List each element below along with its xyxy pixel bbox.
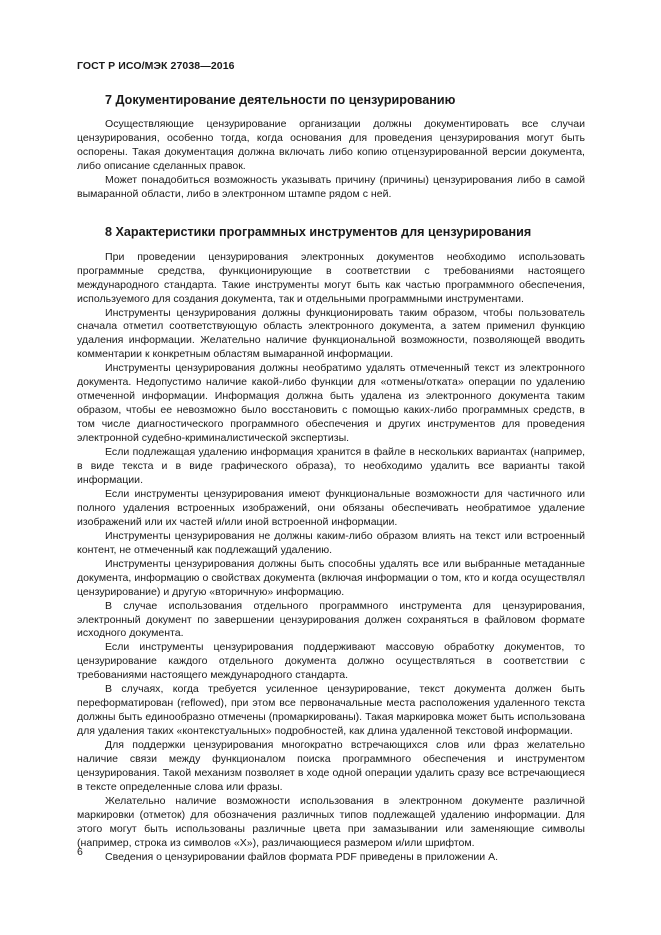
- paragraph: Для поддержки цензурирования многократно встречающихся слов или фраз желательно наличие связи между функционалом поиска программного обеспечения и инструментом цензурирования. Такой механизм позволяет в ходе одной операции удалить сразу все встречающиеся в тексте определенные слова или фразы.: [77, 739, 585, 793]
- paragraph: Может понадобиться возможность указывать причину (причины) цензурирования либо в самой вымаранной области, либо в электронном штампе рядом с ней.: [77, 173, 585, 200]
- paragraph: В случаях, когда требуется усиленное цензурирование, текст документа должен быть переформатирован (reflowed), при этом все первоначальные места расположения удаленного текста должны быть единообразно отмечены (промаркированы). Такая маркировка может быть использована для удаления таких «контекстуальных» подробностей, как длина удаленной текстовой информации.: [77, 683, 585, 738]
- paragraph: Инструменты цензурирования должны необратимо удалять отмеченный текст из электронного документа. Недопустимо наличие какой-либо функции для «отмены/отката» операции по удалению отмеченной информации. Информация должна быть удалена из электронного документа таким образом, чтобы ее невозможно было восстановить с помощью каких-либо программных средств, в том числе диагностического программного обеспечения и других инструментов для проведения электронной судебно-криминалистической экспертизы.: [77, 362, 585, 445]
- paragraph: Если подлежащая удалению информация хранится в файле в нескольких вариантах (например, в виде текста и в виде графического образа), то необходимо удалить все варианты такой информации.: [77, 446, 585, 486]
- page-number: 6: [77, 846, 83, 858]
- section-7-title: 7 Документирование деятельности по цензурированию: [105, 93, 456, 107]
- paragraph: Инструменты цензурирования не должны каким-либо образом влиять на текст или встроенный контент, не отмеченный как подлежащий удалению.: [77, 529, 585, 556]
- standard-header: ГОСТ Р ИСО/МЭК 27038—2016: [77, 60, 235, 72]
- section-8-body: [77, 251, 585, 865]
- section-7-body: [77, 118, 585, 202]
- paragraph: Если инструменты цензурирования поддерживают массовую обработку документов, то цензурирование каждого отдельного документа должно осуществляться в соответствии с требованиями настоящего международного стандарта.: [77, 641, 585, 682]
- paragraph: Сведения о цензурировании файлов формата PDF приведены в приложении А.: [105, 850, 499, 863]
- paragraph: Осуществляющие цензурирование организации должны документировать все случаи цензурирования, особенно тогда, когда основания для проведения цензурирования могут быть оспорены. Такая документация должна включать либо копию отцензурированной версии документа, либо описание сделанных правок.: [77, 118, 585, 172]
- paragraph: Инструменты цензурирования должны быть способны удалять все или выбранные метаданные документа, информацию о свойствах документа (включая информации о том, кто и когда осуществлял цензурирование) и другую «вторичную» информацию.: [77, 557, 585, 598]
- page-content: [77, 92, 585, 865]
- paragraph: Желательно наличие возможности использования в электронном документе различной маркировки (отметок) для обозначения различных типов подлежащей удалению информации. Для этого могут быть использованы различные цвета при замазывании или заменяющие символы (например, строка из символов «X»), различающиеся размером и/или шрифтом.: [77, 794, 585, 849]
- section-8-title: 8 Характеристики программных инструментов для цензурирования: [105, 224, 532, 239]
- paragraph: Если инструменты цензурирования имеют функциональные возможности для частичного или полного удаления встроенных изображений, они обязаны обеспечивать необратимое удаление изображений или их частей и/или иной встроенной информации.: [77, 487, 585, 528]
- paragraph: Инструменты цензурирования должны функционировать таким образом, чтобы пользователь сначала отметил соответствующую область электронного документа, а затем применил функцию удаления информации. Желательно наличие функциональной возможности, позволяющей вводить комментарии к конкретным областям вымаранной информации.: [77, 306, 585, 361]
- paragraph: В случае использования отдельного программного инструмента для цензурирования, электронный документ по завершении цензурирования должен сохраняться в файловом формате исходного документа.: [77, 599, 585, 640]
- paragraph: При проведении цензурирования электронных документов необходимо использовать программные средства, функционирующие в соответствии с требованиями настоящего международного стандарта. Такие инструменты могут быть как частью программного обеспечения, используемого для создания документа, так и отдельными программными инструментами.: [77, 250, 585, 305]
